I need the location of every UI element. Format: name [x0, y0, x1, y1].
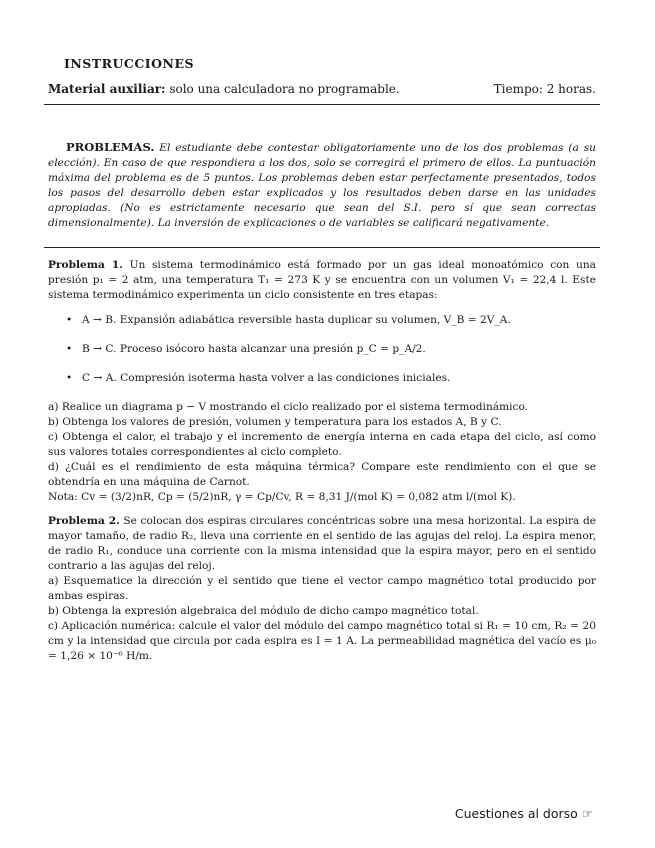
time-info: Tiempo: 2 horas.	[493, 82, 596, 96]
bullet-icon: •	[66, 372, 73, 384]
pointing-hand-icon: ☞	[577, 806, 593, 821]
problemas-body: El estudiante debe contestar obligatoriamente uno de los dos problemas (a su elección). En caso de que respondiera a los dos, solo se corregirá el primero de ellos. La puntuación máxima del problema es de 5 puntos. Los problemas deben estar perfectamente presentados, todos los pasos del desarrollo deben estar explicados y los resultados deben darse en las unidades apropiadas. (No es estrictamente necesario que sean del S.I. pero sí que sean correctas dimensionalmente). La inversión de explicaciones o de variables se calificará negativamente.	[48, 142, 596, 229]
step-item	[66, 371, 596, 386]
question-b: b) Obtenga los valores de presión, volumen y temperatura para los estados A, B y C.	[48, 416, 502, 428]
step-item	[66, 313, 596, 328]
cycle-steps	[48, 313, 596, 386]
footer-text: Cuestiones al dorso	[454, 806, 578, 821]
problem-2-title: Problema 2.	[48, 515, 120, 527]
material-info	[48, 82, 400, 96]
step-text: B → C. Proceso isócoro hasta alcanzar una presión p_C = p_A/2.	[82, 343, 426, 355]
question-a: a) Realice un diagrama p − V mostrando el ciclo realizado por el sistema termodinámico.	[48, 401, 529, 413]
material-label: Material auxiliar:	[48, 82, 166, 96]
problem-1-notes: Nota: Cv = (3/2)nR, Cp = (5/2)nR, γ = Cp/Cv, R = 8,31 J/(mol K) = 0,082 atm l/(mol K).	[48, 491, 516, 503]
question-c: c) Aplicación numérica: calcule el valor del módulo del campo magnético total si R₁ = 10 cm, R₂ = 20 cm y la intensidad que circula por cada espira es I = 1 A. La permeabilidad magnética del vacío es μ₀ = 1,26 × 10⁻⁶ H/m.	[48, 620, 596, 662]
step-text: A → B. Expansión adiabática reversible hasta duplicar su volumen, V_B = 2V_A.	[82, 314, 511, 326]
step-text: C → A. Compresión isoterma hasta volver a las condiciones iniciales.	[82, 372, 451, 384]
problem-1-intro	[48, 258, 596, 303]
problem-2	[48, 514, 596, 664]
problem-2-text: Se colocan dos espiras circulares concéntricas sobre una mesa horizontal. La espira de mayor tamaño, de radio R₂, lleva una corriente en el sentido de las agujas del reloj. La espira menor, de radio R₁, conduce una corriente con la misma intensidad que la espira mayor, pero en el sentido contrario a las agujas del reloj.	[48, 515, 596, 572]
problemas-lead: PROBLEMAS.	[66, 140, 155, 154]
material-value: solo una calculadora no programable.	[165, 82, 400, 96]
instructions-heading: INSTRUCCIONES	[64, 56, 195, 71]
question-c: c) Obtenga el calor, el trabajo y el incremento de energía interna en cada etapa del ciclo, así como sus valores totales correspondientes al ciclo completo.	[48, 431, 596, 458]
question-a: a) Esquematice la dirección y el sentido que tiene el vector campo magnético total producido por ambas espiras.	[48, 575, 596, 602]
problem-1-title: Problema 1.	[48, 259, 123, 271]
auxiliary-row	[48, 82, 596, 96]
problem-1-text: Un sistema termodinámico está formado por un gas ideal monoatómico con una presión p₁ = 2 atm, una temperatura T₁ = 273 K y se encuentra con un volumen V₁ = 22,4 l. Este sistema termodinámico experimenta un ciclo consistente en tres etapas:	[48, 259, 596, 301]
divider-bottom	[44, 247, 600, 248]
problem-2-intro	[48, 514, 596, 574]
bullet-icon: •	[66, 314, 73, 326]
question-d: d) ¿Cuál es el rendimiento de esta máquina térmica? Compare este rendimiento con el que se obtendría en una máquina de Carnot.	[48, 461, 596, 488]
problem-1	[48, 258, 596, 505]
step-item	[66, 342, 596, 357]
instructions-block	[48, 140, 596, 231]
bullet-icon: •	[66, 343, 73, 355]
divider-top	[44, 104, 600, 105]
question-b: b) Obtenga la expresión algebraica del módulo de dicho campo magnético total.	[48, 605, 479, 617]
footer-note	[455, 806, 593, 821]
